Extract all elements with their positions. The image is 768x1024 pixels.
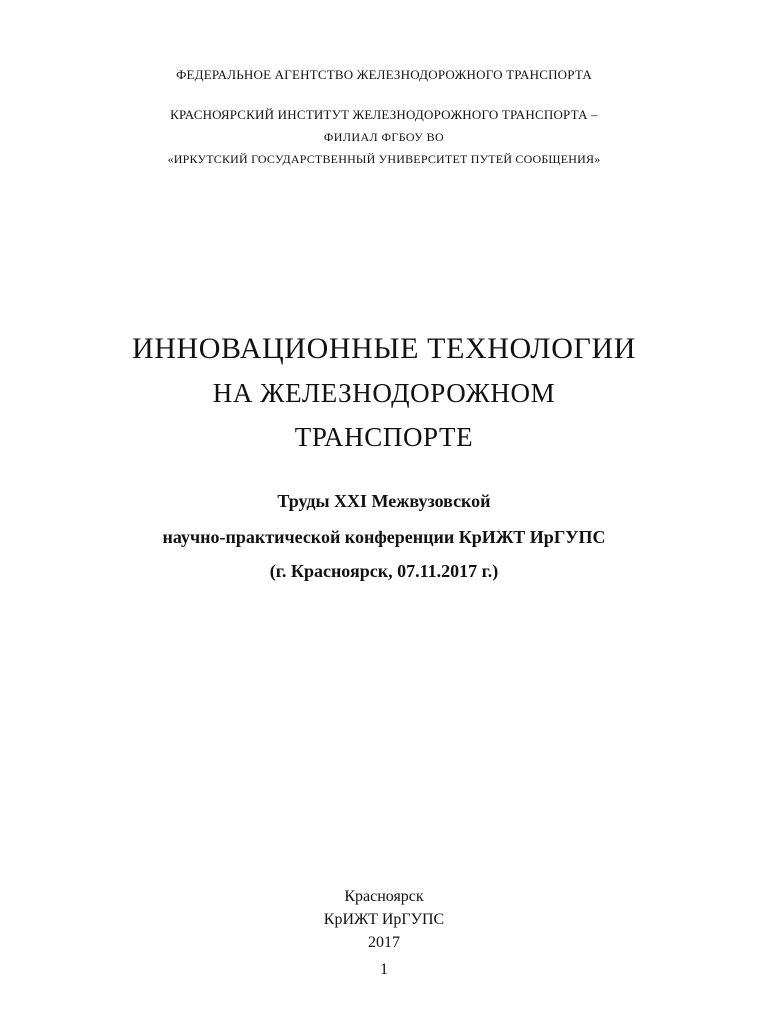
imprint-publisher: КрИЖТ ИрГУПС bbox=[323, 911, 445, 928]
agency-name: ФЕДЕРАЛЬНОЕ АГЕНТСТВО ЖЕЛЕЗНОДОРОЖНОГО ТРАНСПОРТА bbox=[176, 67, 592, 82]
imprint-city: Красноярск bbox=[344, 888, 424, 905]
page-number: 1 bbox=[380, 961, 388, 978]
imprint-year: 2017 bbox=[368, 934, 400, 951]
university-name: «ИРКУТСКИЙ ГОСУДАРСТВЕННЫЙ УНИВЕРСИТЕТ ПУТЕЙ СООБЩЕНИЯ» bbox=[167, 152, 601, 166]
institute-name: КРАСНОЯРСКИЙ ИНСТИТУТ ЖЕЛЕЗНОДОРОЖНОГО ТРАНСПОРТА – bbox=[170, 107, 598, 122]
title-line-3: ТРАНСПОРТЕ bbox=[294, 422, 474, 452]
subtitle-line-3: (г. Красноярск, 07.11.2017 г.) bbox=[269, 561, 499, 581]
title-line-1: ИННОВАЦИОННЫЕ ТЕХНОЛОГИИ bbox=[132, 332, 636, 365]
institute-branch: ФИЛИАЛ ФГБОУ ВО bbox=[323, 130, 445, 144]
title-line-2: НА ЖЕЛЕЗНОДОРОЖНОМ bbox=[212, 378, 556, 408]
subtitle-line-1: Труды XXI Межвузовской bbox=[277, 491, 491, 511]
subtitle-line-2: научно-практической конференции КрИЖТ ИрГУПС bbox=[162, 527, 606, 547]
